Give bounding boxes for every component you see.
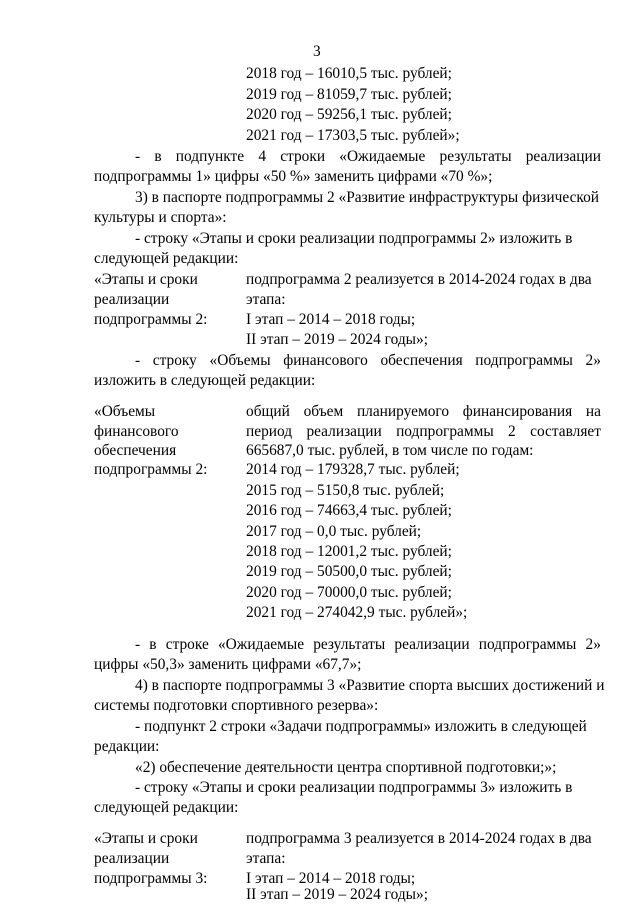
word: 2 xyxy=(508,423,516,440)
block1-value-line: II этап – 2019 – 2024 годы»; xyxy=(246,331,428,348)
word: период xyxy=(246,423,293,440)
para6-line2: системы подготовки спортивного резерва»: xyxy=(94,697,379,714)
word: результаты xyxy=(439,148,512,165)
para1-line1 xyxy=(135,147,601,167)
top-year-line: 2021 год – 17303,5 тыс. рублей»; xyxy=(246,127,460,144)
para2-line1: 3) в паспорте подпрограммы 2 «Развитие инфраструктуры физической xyxy=(135,189,600,206)
block2-value-line: 2016 год – 74663,4 тыс. рублей; xyxy=(246,502,452,519)
word: - xyxy=(135,148,141,165)
word: общий xyxy=(246,403,290,420)
para5-line2: цифры «50,3» заменить цифрами «67,7»; xyxy=(94,656,362,673)
block2-value-line: 2017 год – 0,0 тыс. рублей; xyxy=(246,523,422,540)
block3-value-line: I этап – 2014 – 2018 годы; xyxy=(246,870,416,887)
block1-label-line: реализации xyxy=(94,291,170,308)
word: объем xyxy=(303,403,344,420)
block3-value-line: подпрограмма 3 реализуется в 2014-2024 годах в два xyxy=(246,830,592,847)
block1-label-line: подпрограммы 2: xyxy=(94,311,208,328)
block2-value-line1 xyxy=(246,402,601,422)
block3-value-line: II этап – 2019 – 2024 годы»; xyxy=(246,886,428,903)
block2-value-line: 2015 год – 5150,8 тыс. рублей; xyxy=(246,482,445,499)
block3-value-line: этапа: xyxy=(246,850,286,867)
word: планируемого xyxy=(356,403,450,420)
word: финансирования xyxy=(462,403,573,420)
block2-label-line: «Объемы xyxy=(94,403,156,420)
block1-value-line: этапа: xyxy=(246,291,286,308)
block3-label-line: реализации xyxy=(94,850,170,867)
para9-line1: - строку «Этапы и сроки реализации подпрограммы 3» изложить в xyxy=(135,779,573,796)
block3-label-line: «Этапы и сроки xyxy=(94,830,198,847)
block2-value-line2 xyxy=(246,422,601,442)
word: подпрограммы xyxy=(478,636,577,653)
word: реализации xyxy=(525,148,601,165)
word: строку xyxy=(152,352,197,369)
para7-line2: редакции: xyxy=(94,738,160,755)
word: в xyxy=(149,636,157,653)
word: «Ожидаемые xyxy=(339,148,426,165)
block2-value-line: 665687,0 тыс. рублей, в том числе по годам: xyxy=(246,442,534,459)
block2-label-line: подпрограммы 2: xyxy=(94,461,208,478)
block1-value-line: I этап – 2014 – 2018 годы; xyxy=(246,311,416,328)
block2-label-line: обеспечения xyxy=(94,442,177,459)
page-number: 3 xyxy=(313,43,321,60)
word: - xyxy=(135,636,141,653)
word: строке xyxy=(165,636,209,653)
para3-line1: - строку «Этапы и сроки реализации подпрограммы 2» изложить в xyxy=(135,230,573,247)
block2-value-line: 2020 год – 70000,0 тыс. рублей; xyxy=(246,584,452,601)
para5-line1 xyxy=(135,635,601,655)
block2-value-line: 2018 год – 12001,2 тыс. рублей; xyxy=(246,543,452,560)
word: обеспечения xyxy=(380,352,463,369)
word: 2» xyxy=(585,352,601,369)
block1-value-line: подпрограмма 2 реализуется в 2014-2024 годах в два xyxy=(246,271,592,288)
word: финансового xyxy=(283,352,368,369)
word: «Ожидаемые xyxy=(217,636,305,653)
para4-line2: изложить в следующей редакции: xyxy=(94,372,316,389)
word: - xyxy=(135,352,141,369)
para4-line1 xyxy=(135,351,601,371)
block2-value-line: 2014 год – 179328,7 тыс. рублей; xyxy=(246,461,460,478)
top-year-line: 2019 год – 81059,7 тыс. рублей; xyxy=(246,86,452,103)
word: результаты xyxy=(313,636,386,653)
word: подпрограммы xyxy=(396,423,494,440)
word: подпрограммы xyxy=(475,352,573,369)
word: на xyxy=(585,403,601,420)
para2-line2: культуры и спорта»: xyxy=(94,209,227,226)
block2-value-line: 2021 год – 274042,9 тыс. рублей»; xyxy=(246,604,468,621)
para9-line2: следующей редакции: xyxy=(94,799,239,816)
top-year-line: 2020 год – 59256,1 тыс. рублей; xyxy=(246,106,452,123)
word: реализации xyxy=(306,423,382,440)
block2-value-line: 2019 год – 50500,0 тыс. рублей; xyxy=(246,563,452,580)
word: 4 xyxy=(258,148,267,165)
word: подпункте xyxy=(175,148,245,165)
para1-line2: подпрограммы 1» цифры «50 %» заменить цифрами «70 %»; xyxy=(94,168,493,185)
block2-label-line: финансового xyxy=(94,423,179,440)
word: «Объемы xyxy=(209,352,271,369)
para3-line2: следующей редакции: xyxy=(94,250,239,267)
word: строки xyxy=(280,148,326,165)
para8-line: «2) обеспечение деятельности центра спортивной подготовки;»; xyxy=(135,759,557,776)
block3-label-line: подпрограммы 3: xyxy=(94,870,208,887)
word: реализации xyxy=(394,636,470,653)
para7-line1: - подпункт 2 строки «Задачи подпрограммы» изложить в следующей xyxy=(135,718,587,735)
para6-line1: 4) в паспорте подпрограммы 3 «Развитие спорта высших достижений и xyxy=(135,677,605,694)
word: 2» xyxy=(585,636,601,653)
word: составляет xyxy=(530,423,601,440)
word: в xyxy=(154,148,162,165)
top-year-line: 2018 год – 16010,5 тыс. рублей; xyxy=(246,65,452,82)
block1-label-line: «Этапы и сроки xyxy=(94,271,198,288)
